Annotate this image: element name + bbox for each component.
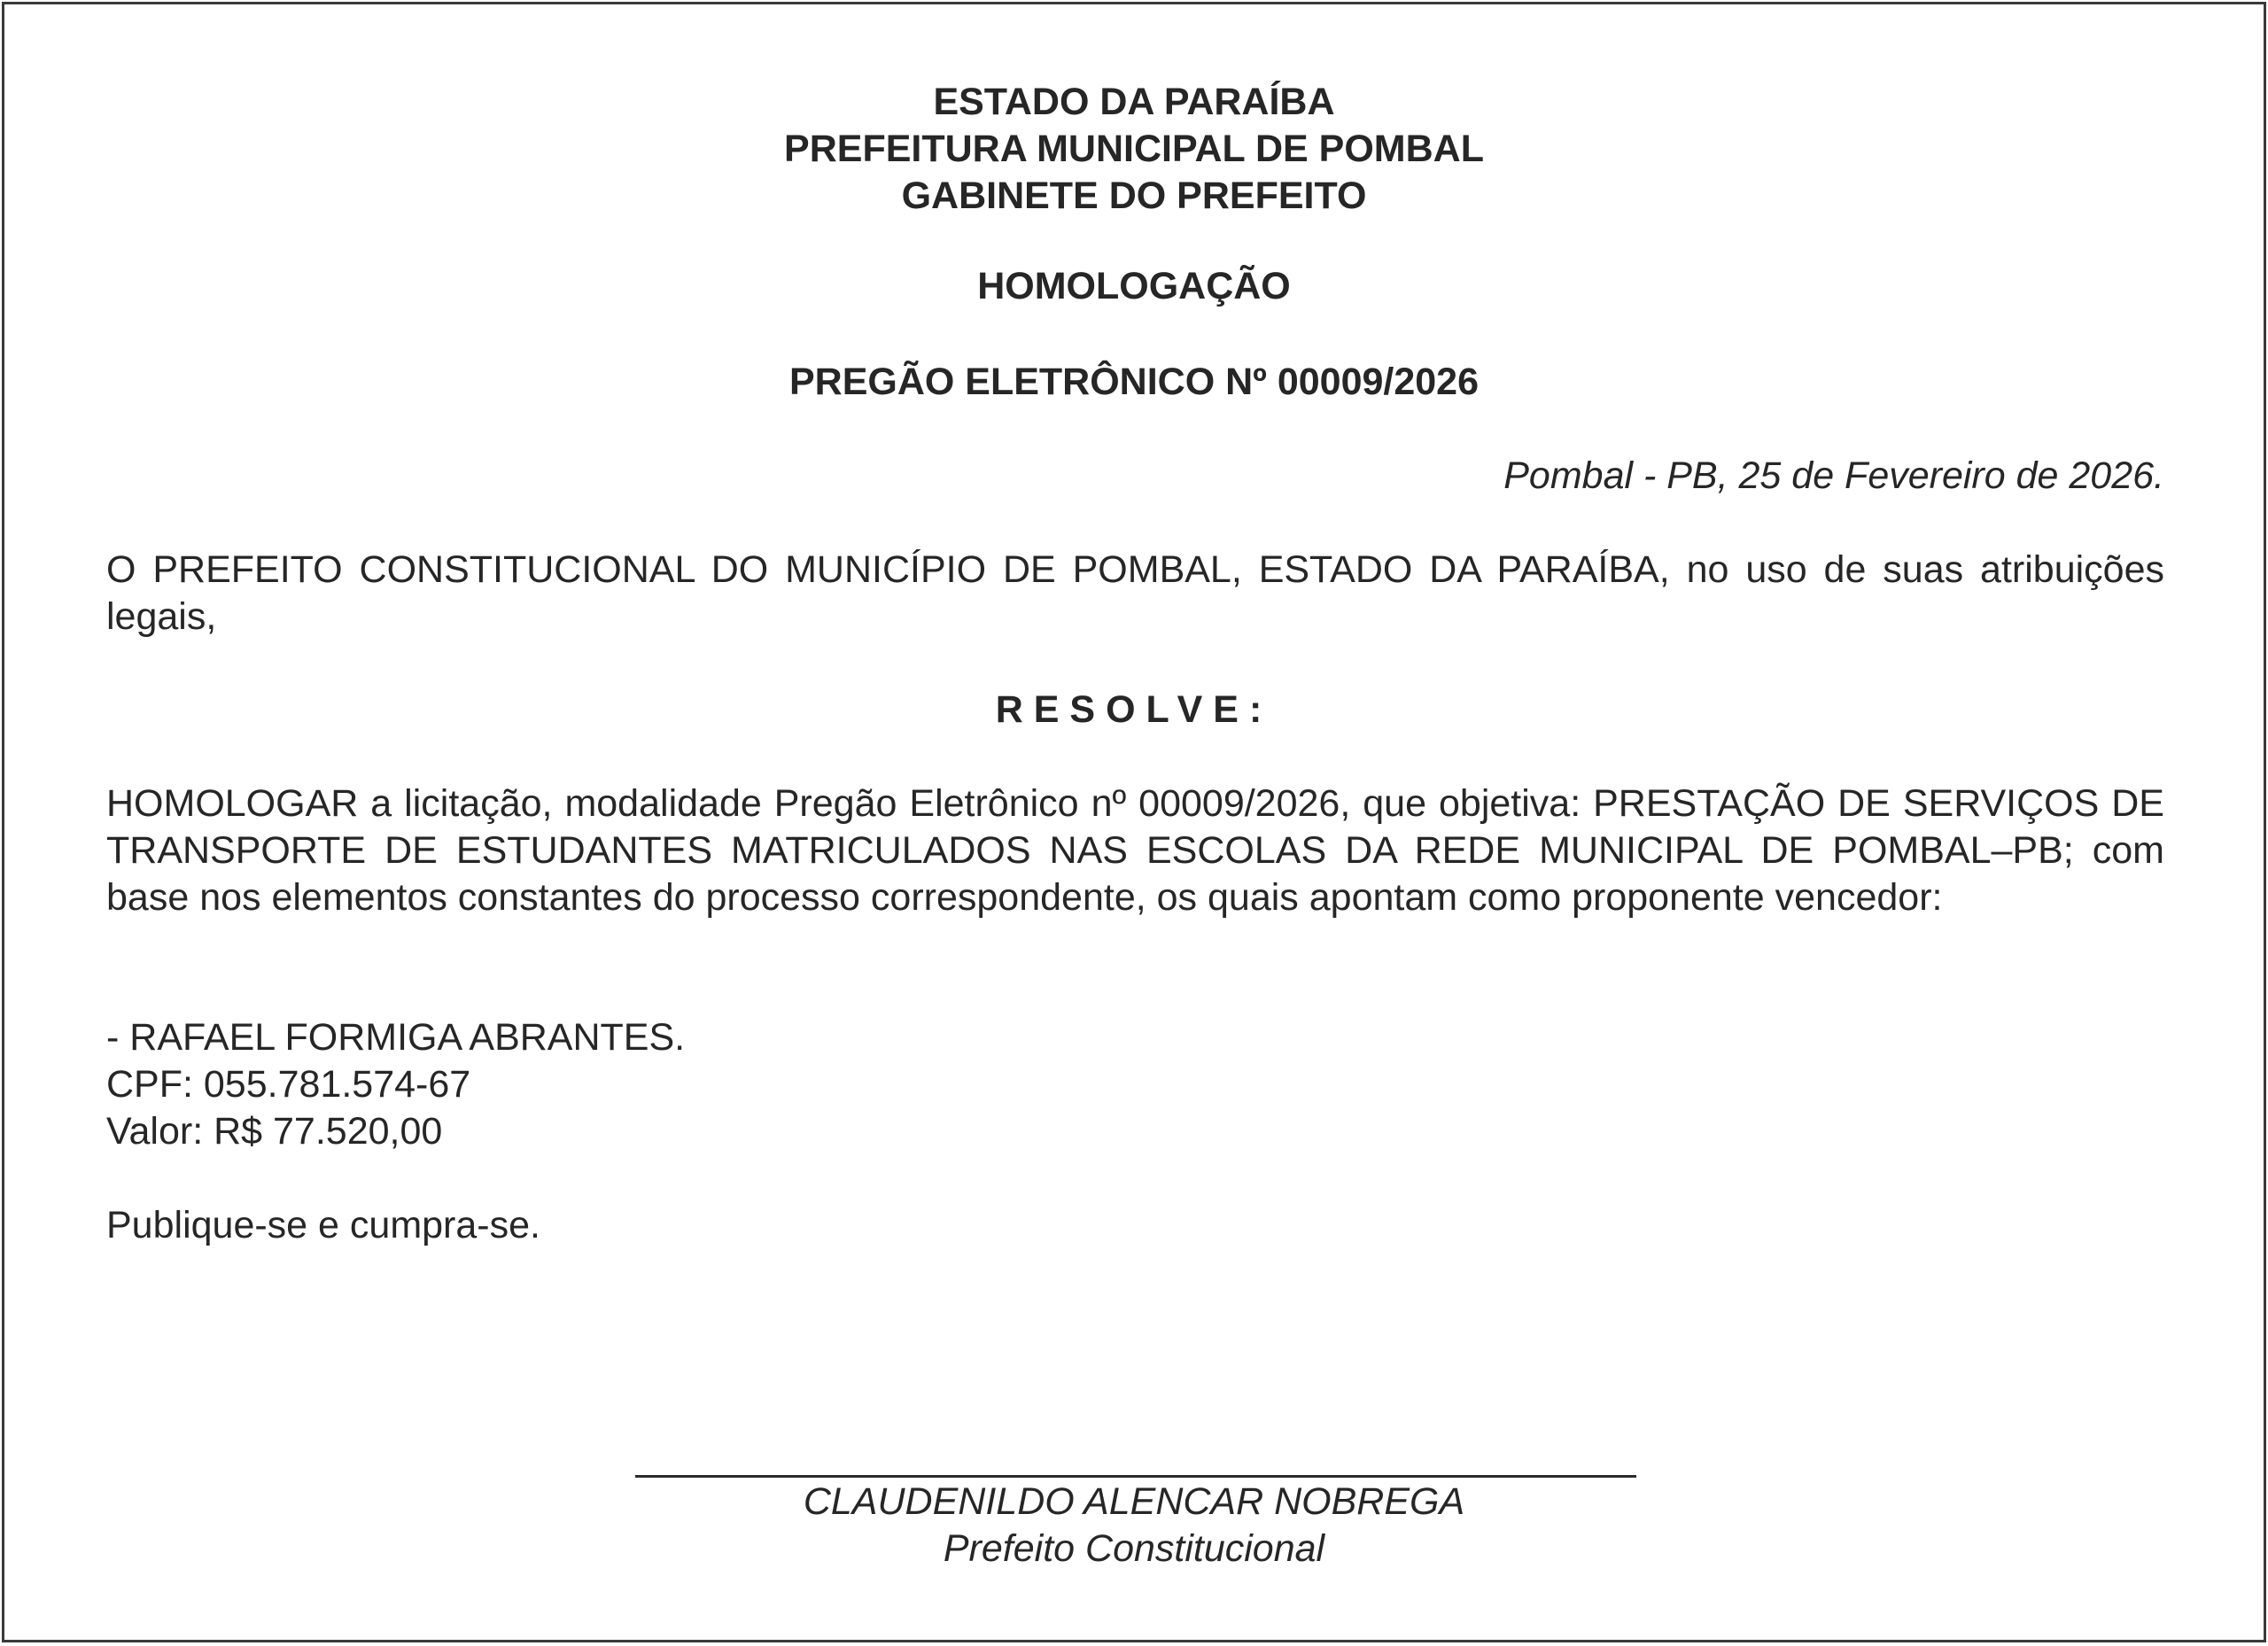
signatory-role: Prefeito Constitucional (943, 1527, 1325, 1570)
header-office: GABINETE DO PREFEITO (901, 175, 1367, 217)
header-municipality: PREFEITURA MUNICIPAL DE POMBAL (784, 128, 1484, 170)
winner-cpf: CPF: 055.781.574-67 (106, 1063, 471, 1106)
document-header (4, 79, 2264, 220)
document-title: HOMOLOGAÇÃO (977, 265, 1291, 307)
resolve-heading: RESOLVE: (995, 688, 1273, 731)
document-page (2, 2, 2266, 1642)
winner-name: - RAFAEL FORMIGA ABRANTES. (106, 1016, 686, 1059)
signature-block (4, 1479, 2264, 1572)
date-line: Pombal - PB, 25 de Fevereiro de 2026. (1503, 454, 2164, 497)
winner-block (106, 1014, 685, 1155)
body-paragraph: HOMOLOGAR a licitação, modalidade Pregão Eletrônico nº 00009/2026, que objetiva: PRESTAÇÃO DE SERVIÇOS DE TRANSPORTE DE ESTUDANTES MATRICULADOS NAS ESCOLAS DA REDE MUNICIPAL DE POMBAL–PB; com base nos elementos constantes do processo correspondente, os quais apontam como proponente vencedor: (106, 782, 2164, 919)
header-state: ESTADO DA PARAÍBA (933, 81, 1335, 123)
signature-line (635, 1475, 1636, 1478)
closing-text: Publique-se e cumpra-se. (106, 1204, 540, 1246)
intro-paragraph: O PREFEITO CONSTITUCIONAL DO MUNICÍPIO DE POMBAL, ESTADO DA PARAÍBA, no uso de suas atribuições legais, (106, 548, 2164, 638)
winner-value: Valor: R$ 77.520,00 (106, 1110, 443, 1153)
document-subtitle: PREGÃO ELETRÔNICO Nº 00009/2026 (788, 361, 1480, 403)
signatory-name: CLAUDENILDO ALENCAR NOBREGA (803, 1480, 1465, 1523)
